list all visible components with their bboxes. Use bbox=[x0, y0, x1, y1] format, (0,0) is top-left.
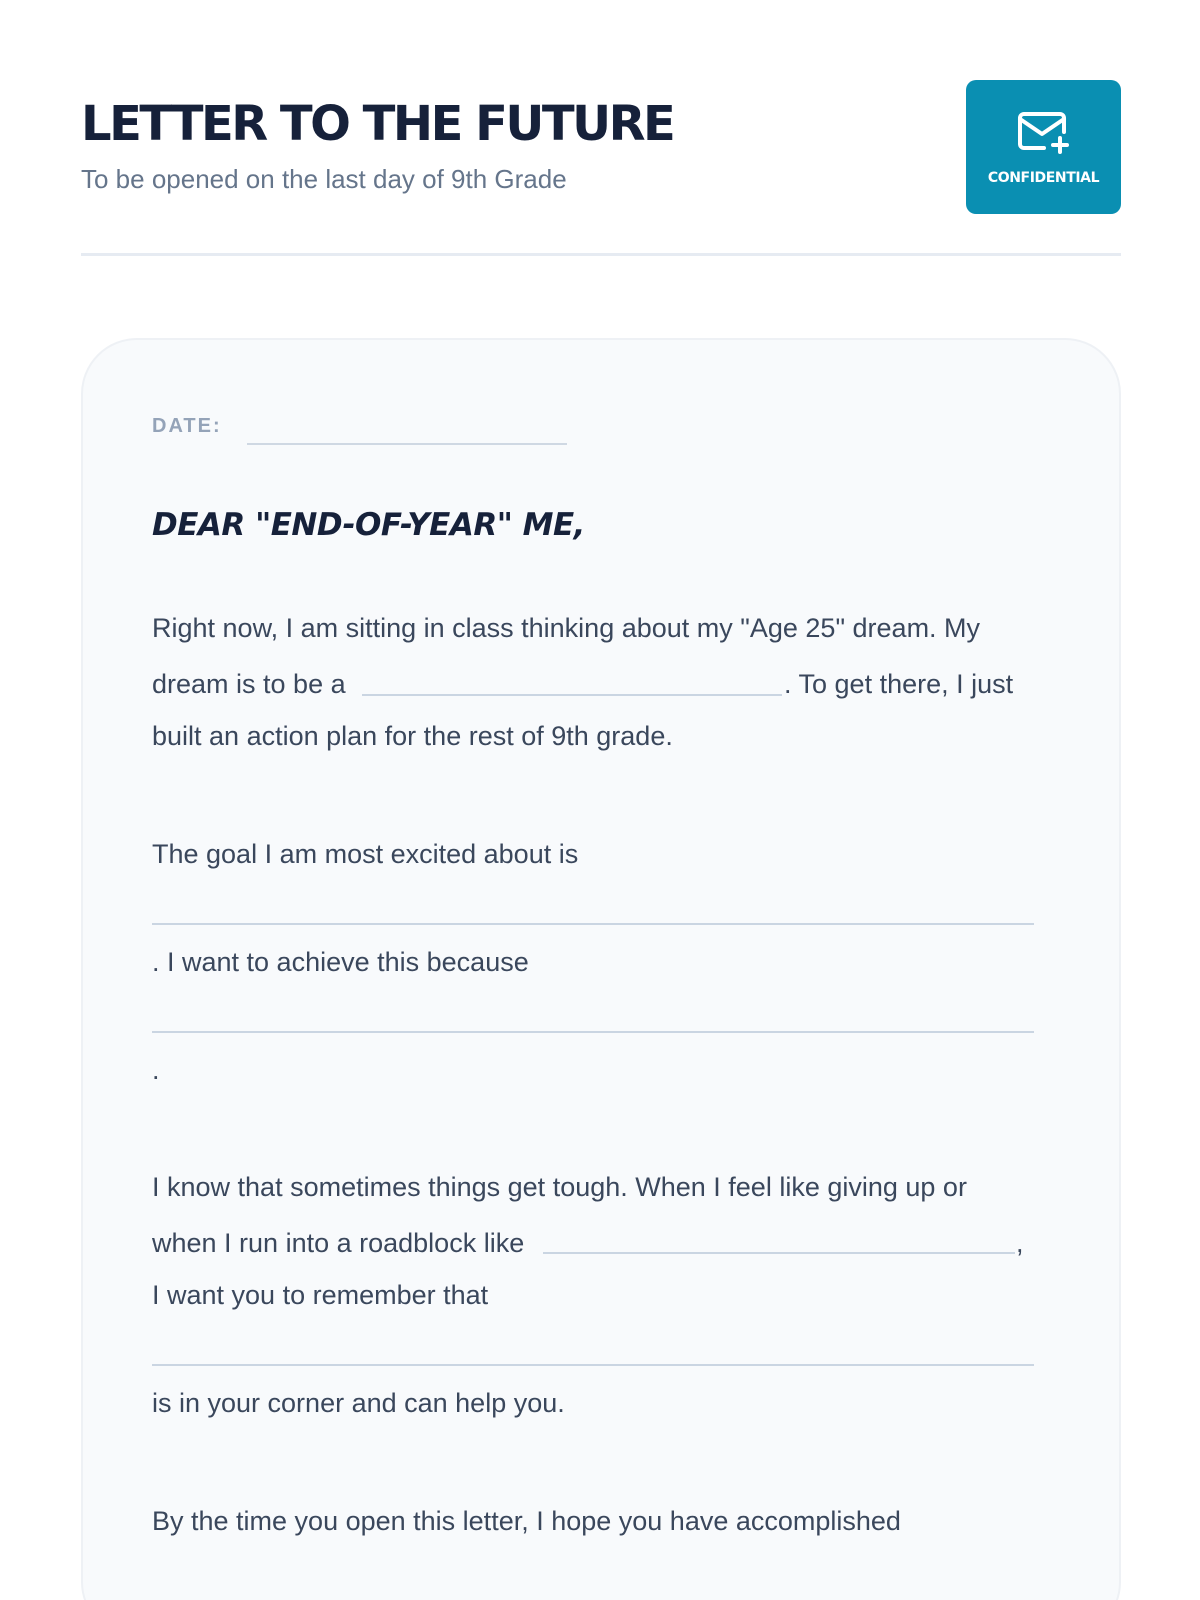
page-subtitle: To be opened on the last day of 9th Grade bbox=[81, 164, 567, 194]
p1-line2-after: . To get there, I just bbox=[784, 669, 1014, 699]
p2-line2: . I want to achieve this because bbox=[152, 947, 529, 977]
confidential-label: CONFIDENTIAL bbox=[987, 170, 1100, 186]
letter-card bbox=[81, 338, 1121, 1600]
page-header bbox=[81, 80, 1121, 214]
page-title: LETTER TO THE FUTURE bbox=[81, 96, 674, 152]
p3-line1: I know that sometimes things get tough. When I feel like giving up or bbox=[152, 1172, 967, 1202]
letter-greeting: DEAR "END-OF-YEAR" ME, bbox=[152, 507, 585, 543]
goal-field[interactable] bbox=[152, 923, 1034, 925]
p3-line4: is in your corner and can help you. bbox=[152, 1388, 565, 1418]
date-label: DATE: bbox=[152, 415, 222, 437]
p2-line3: . bbox=[152, 1055, 160, 1085]
p3-line3: I want you to remember that bbox=[152, 1280, 489, 1310]
p1-line1: Right now, I am sitting in class thinking about my "Age 25" dream. My bbox=[152, 613, 981, 643]
p3-line2-after: , bbox=[1016, 1228, 1024, 1258]
p1-line2-before: dream is to be a bbox=[152, 669, 346, 699]
helper-field[interactable] bbox=[152, 1364, 1034, 1366]
dream-field[interactable] bbox=[362, 694, 782, 696]
p1-line3: built an action plan for the rest of 9th grade. bbox=[152, 721, 673, 751]
p2-line1: The goal I am most excited about is bbox=[152, 839, 579, 869]
mail-plus-icon bbox=[1016, 110, 1070, 156]
p4-line1: By the time you open this letter, I hope you have accomplished bbox=[152, 1506, 901, 1536]
p3-line2-before: when I run into a roadblock like bbox=[152, 1228, 525, 1258]
date-field[interactable] bbox=[247, 443, 567, 445]
roadblock-field[interactable] bbox=[543, 1252, 1015, 1254]
header-divider bbox=[81, 253, 1121, 256]
confidential-badge bbox=[966, 80, 1121, 214]
reason-field[interactable] bbox=[152, 1031, 1034, 1033]
